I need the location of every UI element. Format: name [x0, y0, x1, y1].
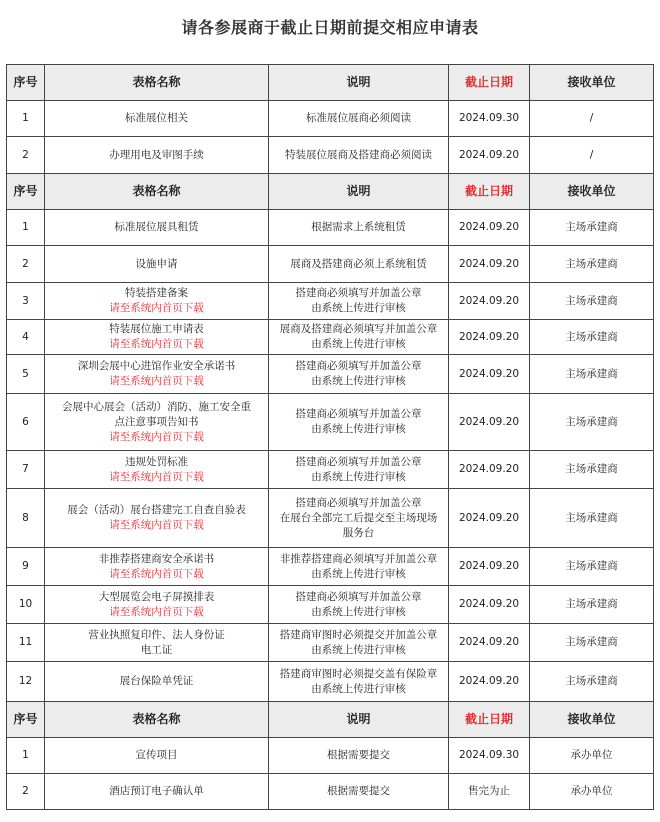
row-desc-line: 搭建商必须填写并加盖公章: [295, 590, 422, 603]
row-desc: 根据需求上系统租赁: [269, 210, 449, 246]
row-desc-cell: [269, 451, 449, 489]
row-receiver: 主场承建商: [530, 394, 654, 451]
row-no: 5: [7, 355, 45, 394]
row-deadline: 2024.09.20: [449, 548, 530, 586]
header-no: 序号: [7, 65, 45, 101]
download-note-link[interactable]: 请至系统内首页下载: [109, 375, 204, 387]
row-name: 特装展位施工申请表: [109, 323, 204, 335]
application-forms-table: [6, 64, 654, 810]
header-receiver: 接收单位: [530, 65, 654, 101]
row-receiver: 主场承建商: [530, 320, 654, 355]
download-note-link[interactable]: 请至系统内首页下载: [109, 430, 204, 443]
download-note-link[interactable]: 请至系统内首页下载: [109, 605, 204, 618]
table-row: [7, 662, 654, 702]
download-note-link[interactable]: 请至系统内首页下载: [109, 302, 204, 314]
row-desc-line: 搭建商审图时必须提交盖有保险章: [279, 667, 438, 680]
row-desc-line: 展商及搭建商必须填写并加盖公章: [279, 323, 438, 335]
row-desc-line: 搭建商审图时必须提交并加盖公章: [279, 628, 438, 641]
row-desc-cell: [269, 489, 449, 548]
row-desc-cell: [269, 283, 449, 320]
row-desc: 根据需要提交: [269, 774, 449, 810]
header-name: 表格名称: [45, 174, 269, 210]
row-receiver: 主场承建商: [530, 489, 654, 548]
row-desc: 展商及搭建商必须上系统租赁: [269, 246, 449, 283]
row-desc-cell: [269, 394, 449, 451]
row-receiver: 主场承建商: [530, 246, 654, 283]
row-name: 办理用电及审图手续: [45, 137, 269, 174]
row-desc-cell: [269, 320, 449, 355]
header-receiver: 接收单位: [530, 174, 654, 210]
table-row: [7, 394, 654, 451]
row-name-cell: [45, 489, 269, 548]
row-desc-line: 非推荐搭建商必须填写并加盖公章: [279, 552, 438, 565]
row-no: 11: [7, 624, 45, 662]
header-name: 表格名称: [45, 702, 269, 738]
row-deadline: 2024.09.20: [449, 662, 530, 702]
row-deadline: 2024.09.20: [449, 320, 530, 355]
header-deadline: 截止日期: [449, 702, 530, 738]
row-desc-line: 在展台全部完工后提交至主场现场: [279, 511, 438, 524]
row-receiver: /: [530, 137, 654, 174]
row-name-cell: [45, 586, 269, 624]
download-note-link[interactable]: 请至系统内首页下载: [109, 470, 204, 483]
page-title: 请各参展商于截止日期前提交相应申请表: [181, 18, 479, 37]
row-deadline: 2024.09.30: [449, 738, 530, 774]
row-desc-cell: [269, 355, 449, 394]
row-desc-line: 由系统上传进行审核: [311, 567, 406, 580]
table-row: [7, 586, 654, 624]
header-no: 序号: [7, 174, 45, 210]
row-desc-line: 由系统上传进行审核: [311, 302, 406, 314]
row-name-line: 营业执照复印件、法人身份证: [88, 628, 225, 641]
row-no: 7: [7, 451, 45, 489]
row-deadline: 2024.09.20: [449, 586, 530, 624]
row-desc-line: 搭建商必须填写并加盖公章: [295, 360, 422, 372]
row-no: 1: [7, 738, 45, 774]
row-name-cell: [45, 283, 269, 320]
header-name: 表格名称: [45, 65, 269, 101]
row-deadline: 2024.09.20: [449, 283, 530, 320]
table-row: [7, 283, 654, 320]
table-row: [7, 489, 654, 548]
row-name-cell: [45, 355, 269, 394]
row-name: 标准展位相关: [45, 101, 269, 137]
table-row: [7, 774, 654, 810]
row-desc-line: 由系统上传进行审核: [311, 605, 406, 618]
row-deadline: 2024.09.30: [449, 101, 530, 137]
table-row: [7, 246, 654, 283]
row-name: 特装搭建备案: [125, 287, 188, 299]
row-name: 展会（活动）展台搭建完工自查自验表: [67, 504, 246, 516]
row-name-cell: [45, 320, 269, 355]
table-row: [7, 738, 654, 774]
table-header-row: [7, 174, 654, 210]
row-receiver: 承办单位: [530, 774, 654, 810]
row-name: 宣传项目: [45, 738, 269, 774]
row-desc-line: 由系统上传进行审核: [311, 375, 406, 387]
row-name-line: 会展中心展会（活动）消防、施工安全重: [62, 400, 251, 413]
row-desc-line: 服务台: [342, 526, 375, 539]
row-no: 2: [7, 137, 45, 174]
row-name: 酒店预订电子确认单: [45, 774, 269, 810]
row-deadline: 2024.09.20: [449, 355, 530, 394]
row-desc-line: 搭建商必须填写并加盖公章: [295, 287, 422, 299]
header-desc: 说明: [269, 174, 449, 210]
table-row: [7, 355, 654, 394]
row-name: 标准展位展具租赁: [45, 210, 269, 246]
table-header-row: [7, 702, 654, 738]
row-name: 非推荐搭建商安全承诺书: [98, 552, 215, 565]
row-no: 10: [7, 586, 45, 624]
row-desc-line: 搭建商必须填写并加盖公章: [295, 455, 422, 468]
row-desc-line: 由系统上传进行审核: [311, 643, 406, 656]
row-deadline: 售完为止: [449, 774, 530, 810]
table-row: [7, 451, 654, 489]
header-deadline: 截止日期: [449, 65, 530, 101]
row-no: 1: [7, 101, 45, 137]
download-note-link[interactable]: 请至系统内首页下载: [109, 338, 204, 350]
download-note-link[interactable]: 请至系统内首页下载: [109, 567, 204, 580]
row-no: 8: [7, 489, 45, 548]
table-row: [7, 210, 654, 246]
row-desc-cell: [269, 624, 449, 662]
row-receiver: 主场承建商: [530, 451, 654, 489]
row-receiver: /: [530, 101, 654, 137]
row-desc-line: 搭建商必须填写并加盖公章: [295, 408, 422, 420]
row-desc: 根据需要提交: [269, 738, 449, 774]
row-receiver: 主场承建商: [530, 548, 654, 586]
row-receiver: 承办单位: [530, 738, 654, 774]
row-no: 1: [7, 210, 45, 246]
table-row: [7, 137, 654, 174]
row-desc-cell: [269, 662, 449, 702]
header-desc: 说明: [269, 702, 449, 738]
row-name-cell: [45, 548, 269, 586]
row-deadline: 2024.09.20: [449, 624, 530, 662]
row-receiver: 主场承建商: [530, 662, 654, 702]
row-receiver: 主场承建商: [530, 283, 654, 320]
row-no: 6: [7, 394, 45, 451]
header-deadline: 截止日期: [449, 174, 530, 210]
row-no: 2: [7, 246, 45, 283]
row-desc-line: 由系统上传进行审核: [311, 682, 406, 695]
download-note-link[interactable]: 请至系统内首页下载: [109, 519, 204, 531]
header-receiver: 接收单位: [530, 702, 654, 738]
row-receiver: 主场承建商: [530, 624, 654, 662]
row-deadline: 2024.09.20: [449, 246, 530, 283]
row-name: 设施申请: [45, 246, 269, 283]
row-desc-line: 由系统上传进行审核: [311, 470, 406, 483]
row-receiver: 主场承建商: [530, 586, 654, 624]
row-no: 9: [7, 548, 45, 586]
row-no: 3: [7, 283, 45, 320]
row-desc-line: 由系统上传进行审核: [311, 423, 406, 435]
row-name-cell: [45, 394, 269, 451]
row-deadline: 2024.09.20: [449, 394, 530, 451]
row-name-line: 电工证: [140, 643, 173, 656]
row-desc: 特装展位展商及搭建商必须阅读: [269, 137, 449, 174]
table-row: [7, 320, 654, 355]
row-deadline: 2024.09.20: [449, 451, 530, 489]
row-name: 违规处罚标准: [125, 455, 188, 468]
table-row: [7, 548, 654, 586]
row-name: 展台保险单凭证: [45, 662, 269, 702]
row-receiver: 主场承建商: [530, 355, 654, 394]
row-deadline: 2024.09.20: [449, 489, 530, 548]
row-desc-line: 由系统上传进行审核: [311, 338, 406, 350]
table-header-row: [7, 65, 654, 101]
row-name-cell: [45, 451, 269, 489]
row-no: 4: [7, 320, 45, 355]
row-desc: 标准展位展商必须阅读: [269, 101, 449, 137]
row-no: 12: [7, 662, 45, 702]
row-no: 2: [7, 774, 45, 810]
row-desc-cell: [269, 548, 449, 586]
row-deadline: 2024.09.20: [449, 210, 530, 246]
table-row: [7, 624, 654, 662]
row-receiver: 主场承建商: [530, 210, 654, 246]
row-name: 深圳会展中心进馆作业安全承诺书: [77, 360, 236, 372]
header-desc: 说明: [269, 65, 449, 101]
row-name: 大型展览会电子屏摸排表: [98, 590, 215, 603]
row-deadline: 2024.09.20: [449, 137, 530, 174]
row-name-cell: [45, 624, 269, 662]
row-desc-cell: [269, 586, 449, 624]
row-name-line: 点注意事项告知书: [114, 415, 199, 428]
table-row: [7, 101, 654, 137]
row-desc-line: 搭建商必须填写并加盖公章: [295, 496, 422, 509]
header-no: 序号: [7, 702, 45, 738]
